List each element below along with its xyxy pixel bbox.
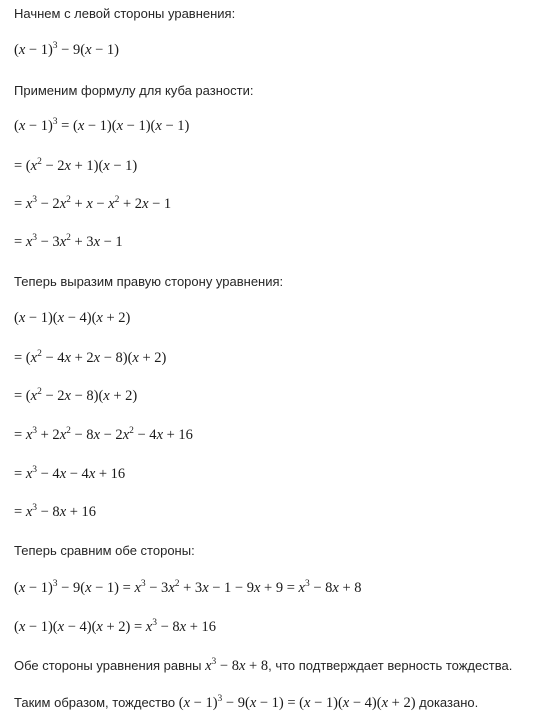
- variable-x: x: [202, 580, 209, 596]
- line-17-segment-3: − 8x + 8: [216, 658, 269, 674]
- line-5-segment-5: 2: [114, 195, 120, 205]
- variable-x: x: [30, 350, 38, 366]
- line-6-segment-2: − 3x: [37, 234, 67, 250]
- variable-x: x: [93, 350, 101, 366]
- line-6-segment-0: = x: [14, 234, 33, 250]
- line-5-segment-6: + 2x − 1: [119, 196, 172, 212]
- line-14: [14, 543, 195, 558]
- line-5-segment-1: 3: [32, 195, 37, 205]
- variable-x: x: [238, 658, 246, 674]
- variable-x: x: [103, 388, 110, 404]
- variable-x: x: [59, 504, 67, 520]
- line-15-segment-0: (x − 1): [14, 580, 53, 596]
- line-16-segment-2: − 8x + 16: [156, 619, 217, 635]
- variable-x: x: [18, 118, 26, 134]
- line-5: [14, 196, 171, 213]
- line-0: [14, 6, 235, 21]
- line-6: [14, 234, 123, 251]
- line-16-segment-0: (x − 1)(x − 4)(x + 2) = x: [14, 619, 153, 635]
- line-12-segment-1: 3: [32, 465, 37, 475]
- line-5-segment-0: = x: [14, 196, 33, 212]
- line-8: [14, 310, 130, 327]
- line-9-segment-0: = (x: [14, 350, 38, 366]
- variable-x: x: [103, 158, 110, 174]
- variable-x: x: [85, 42, 92, 58]
- variable-x: x: [205, 658, 212, 674]
- variable-x: x: [116, 118, 124, 134]
- line-11-segment-5: 2: [129, 426, 134, 436]
- line-18-segment-2: 3: [217, 694, 223, 704]
- variable-x: x: [25, 196, 33, 212]
- line-18-segment-3: − 9(x − 1) = (x − 1)(x − 4)(x + 2): [222, 695, 416, 711]
- line-8-segment-0: (x − 1)(x − 4)(x + 2): [14, 310, 131, 326]
- variable-x: x: [96, 310, 103, 326]
- line-10-segment-0: = (x: [14, 388, 38, 404]
- variable-x: x: [96, 619, 103, 635]
- variable-x: x: [59, 196, 67, 212]
- variable-x: x: [168, 580, 175, 596]
- line-11-segment-6: − 4x + 16: [133, 427, 193, 443]
- line-15-segment-8: − 8x + 8: [309, 580, 362, 596]
- variable-x: x: [93, 234, 100, 250]
- line-15-segment-7: 3: [304, 579, 310, 589]
- variable-x: x: [30, 158, 38, 174]
- line-17-segment-4: , что подтверждает верность тождества.: [268, 658, 513, 673]
- variable-x: x: [57, 310, 65, 326]
- line-16: [14, 619, 216, 636]
- line-4-segment-2: − 2x + 1)(x − 1): [41, 158, 138, 174]
- line-1-segment-2: − 9(x − 1): [57, 42, 120, 58]
- line-13-segment-0: = x: [14, 504, 33, 520]
- line-13: [14, 504, 96, 521]
- variable-x: x: [18, 619, 26, 635]
- line-1: [14, 42, 119, 59]
- variable-x: x: [18, 42, 26, 58]
- variable-x: x: [77, 118, 85, 134]
- variable-x: x: [142, 196, 149, 212]
- line-4: [14, 158, 137, 175]
- variable-x: x: [122, 427, 130, 443]
- variable-x: x: [298, 580, 305, 596]
- line-15-segment-4: − 3x: [145, 580, 175, 596]
- line-6-segment-3: 2: [66, 233, 71, 243]
- line-9-segment-1: 2: [37, 349, 42, 359]
- line-5-segment-4: + x − x: [70, 196, 115, 212]
- variable-x: x: [145, 619, 153, 635]
- line-18-segment-1: (x − 1): [178, 695, 218, 711]
- line-11-segment-3: 2: [66, 426, 71, 436]
- line-1-segment-1: 3: [52, 41, 58, 51]
- line-18: [14, 695, 478, 712]
- line-10: [14, 388, 137, 405]
- variable-x: x: [18, 310, 26, 326]
- variable-x: x: [249, 695, 257, 711]
- line-1-segment-0: (x − 1): [14, 42, 53, 58]
- variable-x: x: [85, 580, 92, 596]
- variable-x: x: [25, 427, 33, 443]
- variable-x: x: [59, 427, 67, 443]
- line-9-segment-2: − 4x + 2x − 8)(x + 2): [41, 350, 167, 366]
- line-15-segment-5: 2: [174, 579, 180, 589]
- line-6-segment-4: + 3x − 1: [70, 234, 123, 250]
- variable-x: x: [381, 695, 389, 711]
- line-10-segment-2: − 2x − 8)(x + 2): [41, 388, 138, 404]
- line-2-segment-0: Применим формулу для куба разности:: [14, 83, 254, 98]
- variable-x: x: [64, 388, 71, 404]
- variable-x: x: [93, 427, 100, 443]
- line-16-segment-1: 3: [152, 618, 157, 628]
- line-3: [14, 118, 189, 135]
- line-10-segment-1: 2: [37, 387, 42, 397]
- variable-x: x: [57, 619, 65, 635]
- line-3-segment-0: (x − 1): [14, 118, 53, 134]
- line-17-segment-2: 3: [211, 657, 217, 667]
- line-11-segment-0: = x: [14, 427, 33, 443]
- variable-x: x: [30, 388, 38, 404]
- line-11-segment-1: 3: [32, 426, 37, 436]
- line-15-segment-1: 3: [52, 579, 58, 589]
- variable-x: x: [59, 466, 67, 482]
- line-7-segment-0: Теперь выразим правую сторону уравнения:: [14, 274, 284, 289]
- variable-x: x: [342, 695, 350, 711]
- line-14-segment-0: Теперь сравним обе стороны:: [14, 543, 195, 558]
- line-15-segment-6: + 3x − 1 − 9x + 9 = x: [179, 580, 305, 596]
- line-17: [14, 658, 512, 675]
- variable-x: x: [64, 158, 71, 174]
- line-15: [14, 580, 362, 597]
- line-12-segment-0: = x: [14, 466, 33, 482]
- line-11: [14, 427, 193, 444]
- line-2: [14, 83, 253, 98]
- variable-x: x: [86, 196, 93, 212]
- line-7: [14, 274, 283, 289]
- variable-x: x: [134, 580, 141, 596]
- line-4-segment-1: 2: [37, 157, 42, 167]
- variable-x: x: [253, 580, 261, 596]
- line-0-segment-0: Начнем с левой стороны уравнения:: [14, 6, 236, 21]
- variable-x: x: [25, 466, 33, 482]
- variable-x: x: [183, 695, 191, 711]
- variable-x: x: [59, 234, 67, 250]
- line-6-segment-1: 3: [32, 233, 37, 243]
- line-5-segment-3: 2: [66, 195, 71, 205]
- variable-x: x: [179, 619, 187, 635]
- line-4-segment-0: = (x: [14, 158, 38, 174]
- line-3-segment-1: 3: [52, 117, 58, 127]
- variable-x: x: [25, 234, 33, 250]
- variable-x: x: [155, 118, 162, 134]
- variable-x: x: [332, 580, 339, 596]
- variable-x: x: [18, 580, 26, 596]
- line-13-segment-2: − 8x + 16: [37, 504, 97, 520]
- variable-x: x: [64, 350, 71, 366]
- variable-x: x: [25, 504, 33, 520]
- line-17-segment-0: Обе стороны уравнения равны: [14, 658, 206, 673]
- variable-x: x: [88, 466, 96, 482]
- variable-x: x: [304, 695, 311, 711]
- variable-x: x: [132, 350, 139, 366]
- line-9: [14, 350, 166, 367]
- line-12: [14, 466, 125, 483]
- variable-x: x: [156, 427, 163, 443]
- line-15-segment-3: 3: [140, 579, 146, 589]
- variable-x: x: [108, 196, 115, 212]
- line-11-segment-4: − 8x − 2x: [70, 427, 130, 443]
- line-3-segment-2: = (x − 1)(x − 1)(x − 1): [57, 118, 190, 134]
- line-15-segment-2: − 9(x − 1) = x: [57, 580, 141, 596]
- line-18-segment-0: Таким образом, тождество: [14, 695, 179, 710]
- line-5-segment-2: − 2x: [37, 196, 67, 212]
- line-11-segment-2: + 2x: [37, 427, 67, 443]
- line-13-segment-1: 3: [32, 503, 37, 513]
- line-12-segment-2: − 4x − 4x + 16: [37, 466, 126, 482]
- line-18-segment-4: доказано.: [415, 695, 479, 710]
